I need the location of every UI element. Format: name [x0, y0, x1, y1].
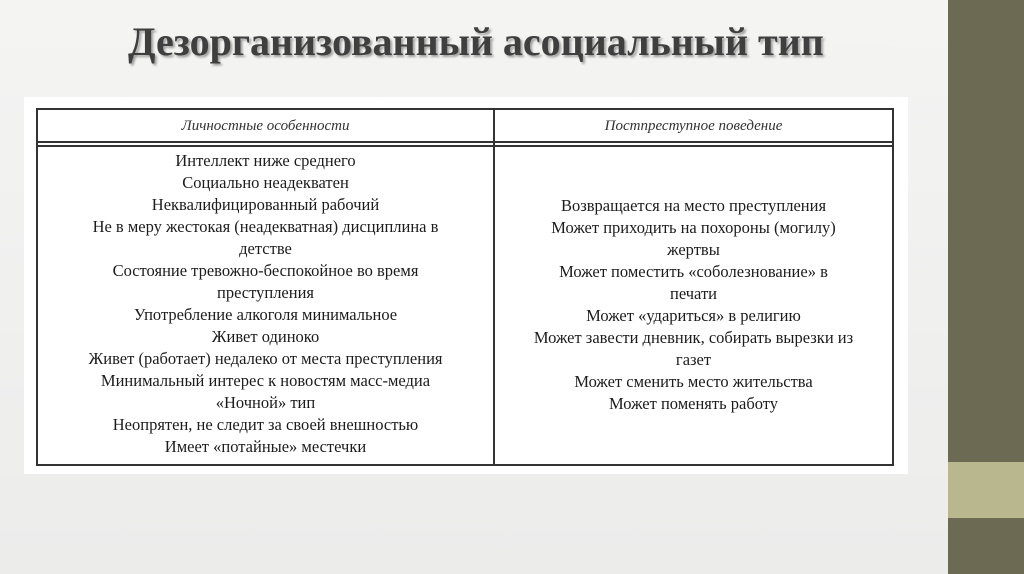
- list-item: Возвращается на место преступления: [560, 196, 827, 215]
- decorative-sidebar-accent: [948, 462, 1024, 518]
- list-item: «Ночной» тип: [215, 393, 316, 412]
- list-item: Может поместить «соболезнование» в: [559, 262, 828, 281]
- list-item: Может приходить на похороны (могилу): [551, 218, 836, 237]
- list-item: Состояние тревожно-беспокойное во время: [112, 261, 419, 280]
- header-personality: Личностные особенности: [181, 118, 350, 134]
- header-behavior: Постпреступное поведение: [604, 118, 783, 134]
- list-item: Минимальный интерес к новостям масс-медиа: [100, 371, 431, 390]
- header-divider-bottom: [36, 145, 894, 147]
- list-item: Неквалифицированный рабочий: [151, 195, 380, 214]
- list-item: Может поменять работу: [609, 394, 778, 413]
- list-item: Может завести дневник, собирать вырезки из: [533, 328, 854, 347]
- personality-column: [38, 150, 493, 458]
- list-item: Неопрятен, не следит за своей внешностью: [112, 415, 419, 434]
- list-item: Живет одиноко: [211, 327, 320, 346]
- behavior-column: [495, 195, 892, 415]
- list-item: Живет (работает) недалеко от места преступления: [88, 349, 443, 368]
- list-item: Социально неадекватен: [182, 173, 349, 192]
- list-item: детстве: [239, 239, 292, 258]
- list-item: Имеет «потайные» местечки: [164, 437, 367, 456]
- list-item: Интеллект ниже среднего: [175, 151, 356, 170]
- list-item: Употребление алкоголя минимальное: [133, 305, 398, 324]
- list-item: печати: [670, 284, 717, 303]
- list-item: Может сменить место жительства: [574, 372, 813, 391]
- list-item: Может «удариться» в религию: [586, 306, 801, 325]
- header-divider-top: [36, 141, 894, 143]
- slide-title: Дезорганизованный асоциальный тип: [128, 19, 824, 64]
- list-item: преступления: [216, 283, 315, 302]
- list-item: жертвы: [667, 240, 720, 259]
- list-item: Не в меру жестокая (неадекватная) дисциплина в: [92, 217, 439, 236]
- list-item: газет: [675, 350, 712, 369]
